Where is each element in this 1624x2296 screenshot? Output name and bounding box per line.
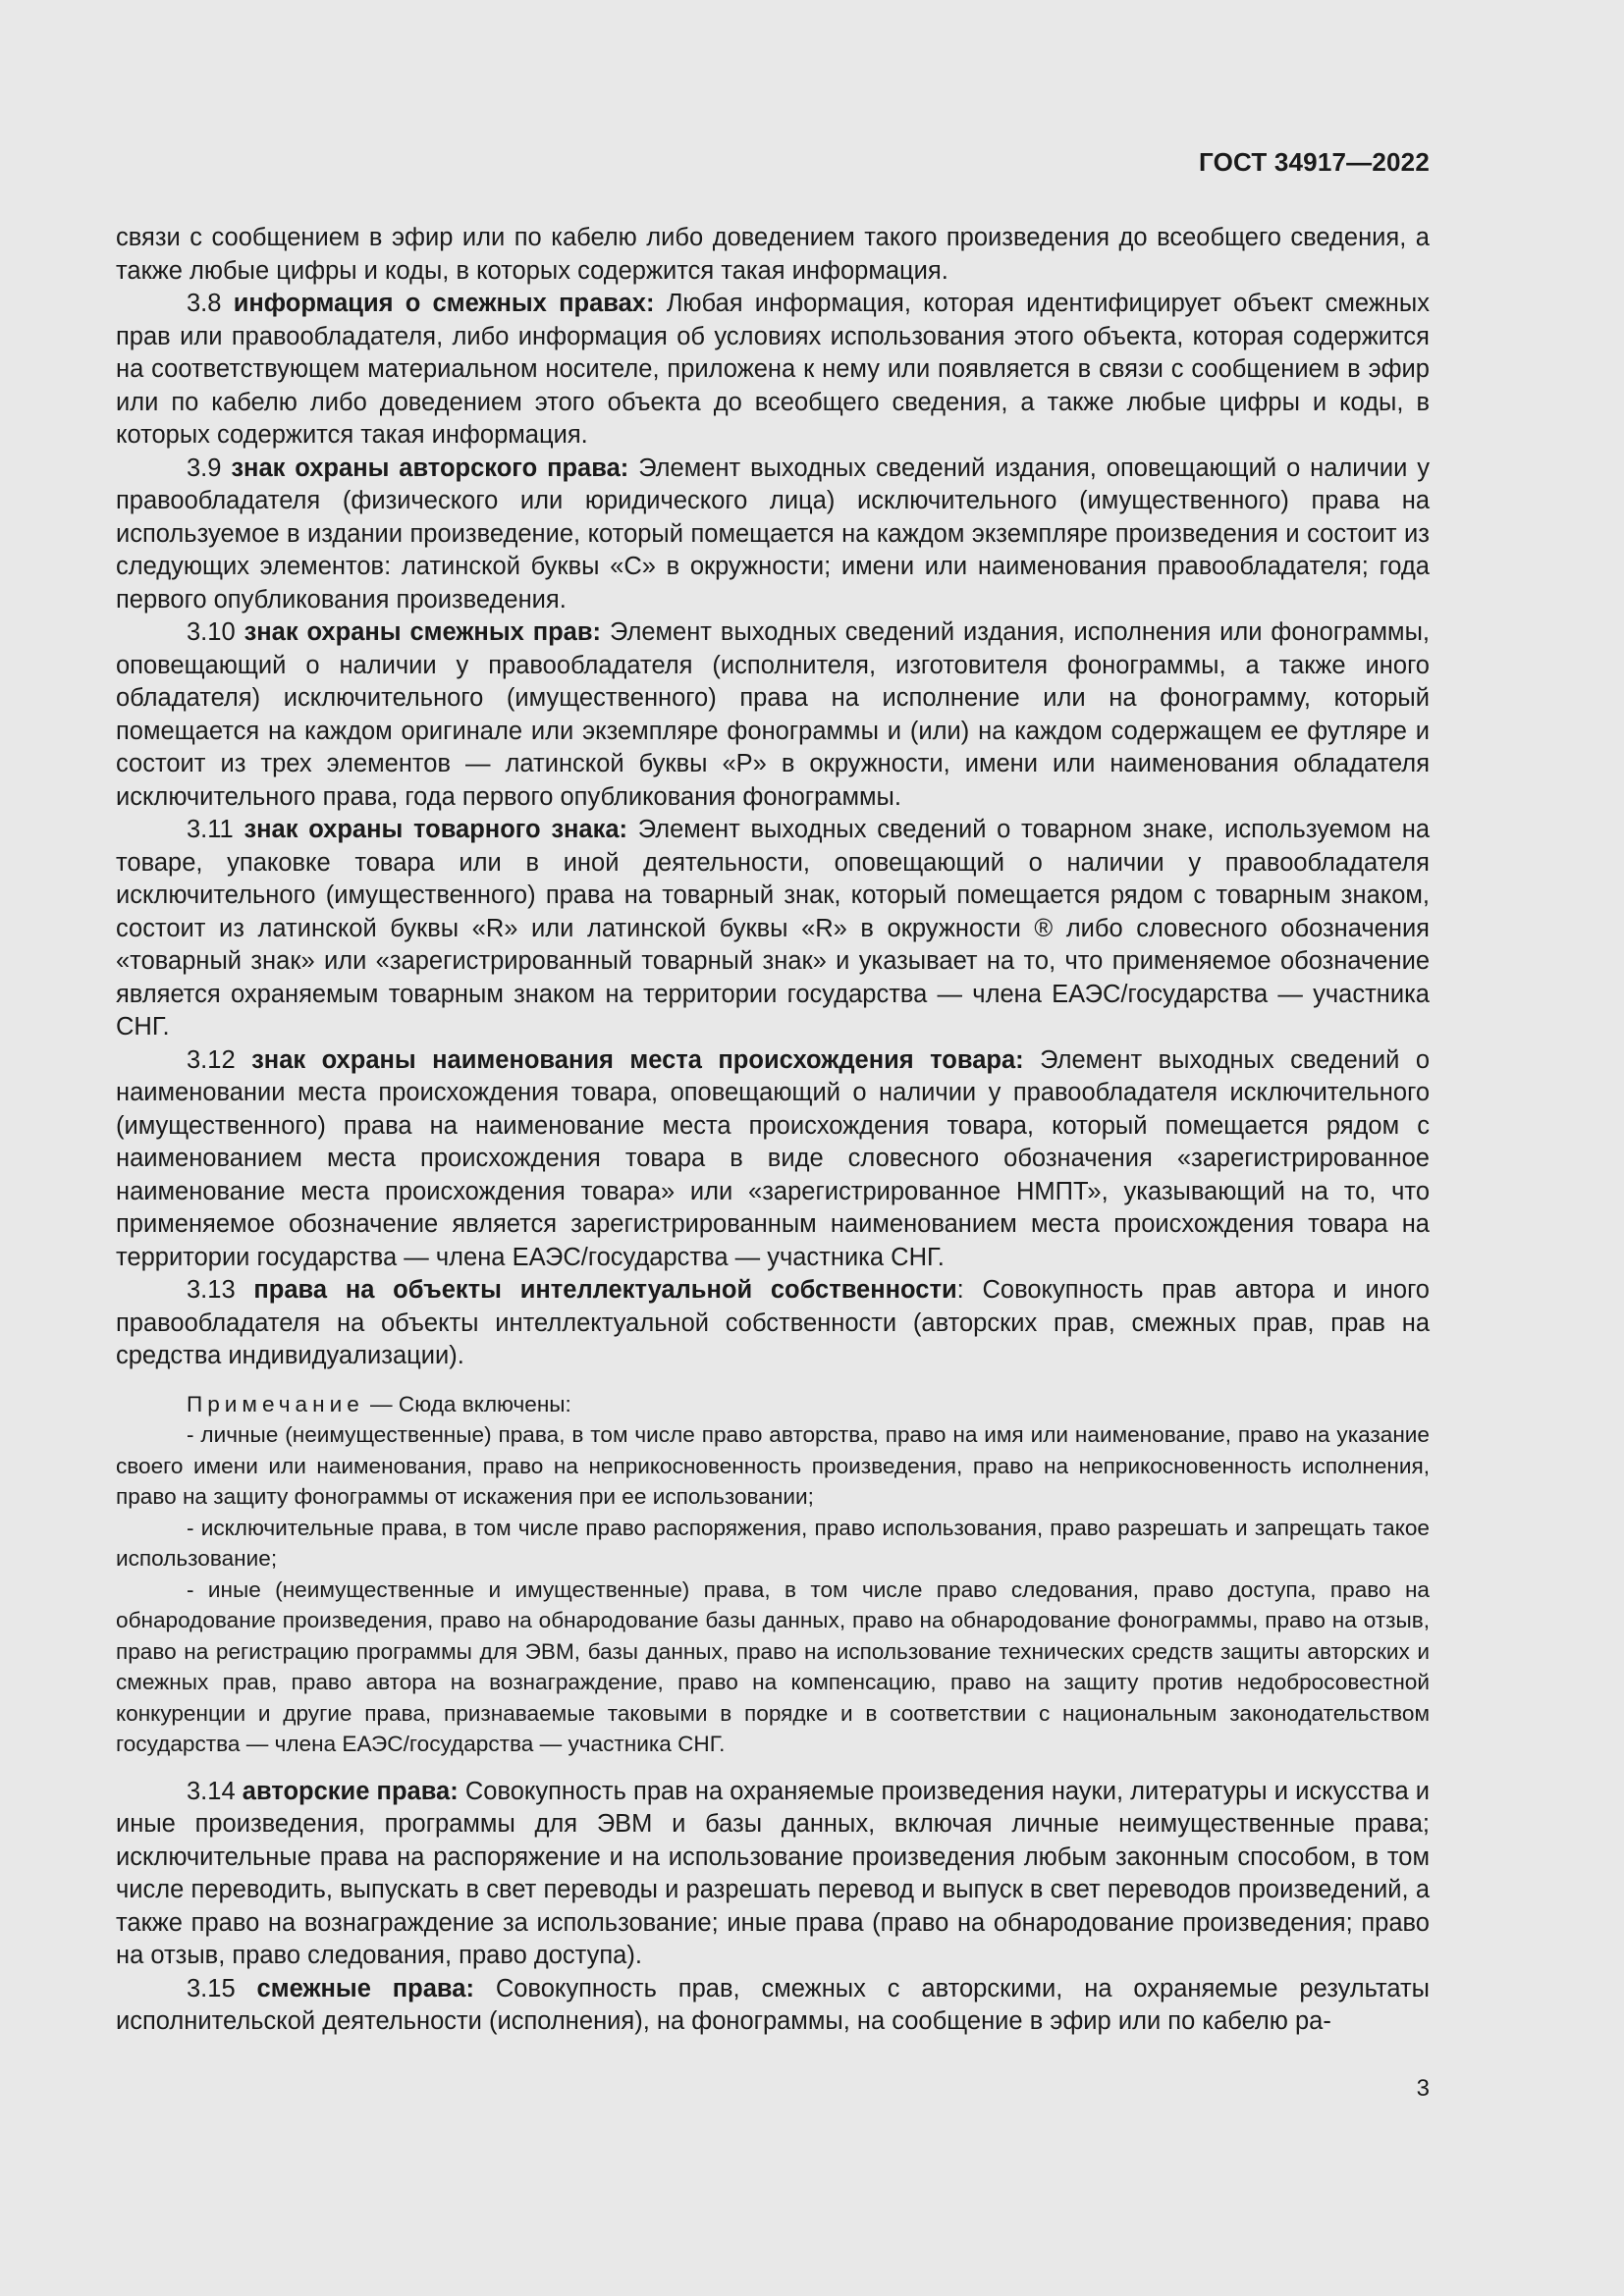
term-definition: Элемент выходных сведений о наименовании места происхождения товара, оповещающий о наличии у правообладателя исключительного (имущественного) права на наименование места происхождения товара, который помещается рядом с наименованием места происхождения товара в виде словесного обозначения «зарегистрированное наименование места происхождения товара» или «зарегистрированное НМПТ», указывающий на то, что применяемое обозначение является зарегистрированным наименованием места происхождения товара на территории государства — члена ЕАЭС/государства — участника СНГ. <box>116 1045 1431 1271</box>
term-3-9 <box>116 453 1430 617</box>
term-number: 3.15 <box>187 1974 236 2002</box>
term-3-12 <box>116 1044 1430 1275</box>
document-body <box>116 222 1430 2039</box>
term-definition: : Совокупность прав автора и иного правообладателя на объекты интеллектуальной собственности (авторских прав, смежных прав, прав на средства индивидуализации). <box>116 1276 1430 1369</box>
term-definition: Элемент выходных сведений издания, исполнения или фонограммы, оповещающий о наличии у правообладателя (исполнителя, изготовителя фонограммы, а также иного обладателя) исключительного (имущественного) права на исполнение или на фонограмму, который помещается на каждом оригинале или экземпляре фонограммы и (или) на каждом содержащем ее футляре и состоит из трех элементов — латинской буквы «P» в окружности, имени или наименования обладателя исключительного права, года первого опубликования фонограммы. <box>116 618 1431 811</box>
term-title: информация о смежных правах: <box>233 290 655 317</box>
term-title: знак охраны смежных прав: <box>244 618 602 646</box>
note-block <box>116 1389 1430 1760</box>
term-number: 3.11 <box>187 816 234 843</box>
term-title: права на объекты интеллектуальной собственности <box>253 1276 957 1304</box>
term-title: знак охраны наименования места происхождения товара: <box>251 1045 1024 1074</box>
note-item: - исключительные права, в том числе право распоряжения, право использования, право разрешать и запрещать такое использование; <box>116 1515 1430 1571</box>
term-definition: Совокупность прав на охраняемые произведения науки, литературы и искусства и иные произведения, программы для ЭВМ и базы данных, включая личные неимущественные права; исключительные права на распоряжение и на использование произведения любым законным способом, в том числе переводить, выпускать в свет переводы и разрешать перевод и выпуск в свет переводов произведений, а также право на вознаграждение за использование; иные права (право на обнародование произведения; право на отзыв, право следования, право доступа). <box>116 1777 1430 1969</box>
term-number: 3.9 <box>187 454 222 482</box>
term-3-13 <box>116 1274 1430 1373</box>
note-item: - иные (неимущественные и имущественные) права, в том числе право следования, право доступа, право на обнародование произведения, право на обнародование базы данных, право на обнародование фонограммы, право на отзыв, право на регистрацию программы для ЭВМ, базы данных, право на использование технических средств защиты авторских и смежных прав, право автора на вознаграждение, право на компенсацию, право на защиту против недобросовестной конкуренции и другие права, признаваемые таковыми в порядке и в соответствии с национальным законодательством государства — члена ЕАЭС/государства — участника СНГ. <box>116 1576 1430 1756</box>
note-item: - личные (неимущественные) права, в том числе право авторства, право на имя или наименование, право на указание своего имени или наименования, право на неприкосновенность произведения, право на неприкосновенность исполнения, право на защиту фонограммы от искажения при ее использовании; <box>116 1422 1430 1509</box>
term-title: авторские права: <box>242 1777 459 1805</box>
term-number: 3.14 <box>187 1777 236 1805</box>
term-number: 3.10 <box>187 618 236 646</box>
standard-designation: ГОСТ 34917—2022 <box>1199 147 1430 177</box>
continuation-paragraph: связи с сообщением в эфир или по кабелю либо доведением такого произведения до всеобщего сведения, а также любые цифры и коды, в которых содержится такая информация. <box>116 224 1430 285</box>
page-number: 3 <box>1416 2075 1430 2102</box>
note-heading <box>116 1389 1430 1420</box>
note-label: Примечание <box>187 1391 364 1416</box>
term-3-8 <box>116 288 1430 453</box>
term-definition: Элемент выходных сведений издания, оповещающий о наличии у правообладателя (физического или юридического лица) исключительного (имущественного) права на используемое в издании произведение, который помещается на каждом экземпляре произведения и состоит из следующих элементов: латинской буквы «C» в окружности; имени или наименования правообладателя; года первого опубликования произведения. <box>116 454 1430 614</box>
term-title: смежные права: <box>256 1974 474 2002</box>
term-3-11 <box>116 814 1430 1044</box>
term-definition: Совокупность прав, смежных с авторскими, на охраняемые результаты исполнительской деятельности (исполнения), на фонограммы, на сообщение в эфир или по кабелю ра- <box>116 1974 1431 2035</box>
term-title: знак охраны авторского права: <box>231 454 629 482</box>
term-number: 3.8 <box>187 290 222 317</box>
term-3-15 <box>116 1973 1430 2039</box>
note-intro: — Сюда включены: <box>363 1391 571 1416</box>
term-3-10 <box>116 616 1430 814</box>
term-number: 3.13 <box>187 1276 236 1304</box>
term-definition: Элемент выходных сведений о товарном знаке, используемом на товаре, упаковке товара или в иной деятельности, оповещающий о наличии у правообладателя исключительного (имущественного) права на товарный знак, который помещается рядом с товарным знаком, состоит из латинской буквы «R» или латинской буквы «R» в окружности ® либо словесного обозначения «товарный знак» или «зарегистрированный товарный знак» и указывает на то, что применяемое обозначение является охраняемым товарным знаком на территории государства — члена ЕАЭС/государства — участника СНГ. <box>116 816 1430 1041</box>
term-title: знак охраны товарного знака: <box>244 816 628 843</box>
term-definition: Любая информация, которая идентифицирует объект смежных прав или правообладателя, либо информация об условиях использования этого объекта, которая содержится на соответствующем материальном носителе, приложена к нему или появляется в связи с сообщением в эфир или по кабелю либо доведением этого объекта до всеобщего сведения, а также любые цифры и коды, в которых содержится такая информация. <box>116 290 1430 449</box>
term-3-14 <box>116 1776 1430 1973</box>
term-number: 3.12 <box>187 1045 236 1074</box>
